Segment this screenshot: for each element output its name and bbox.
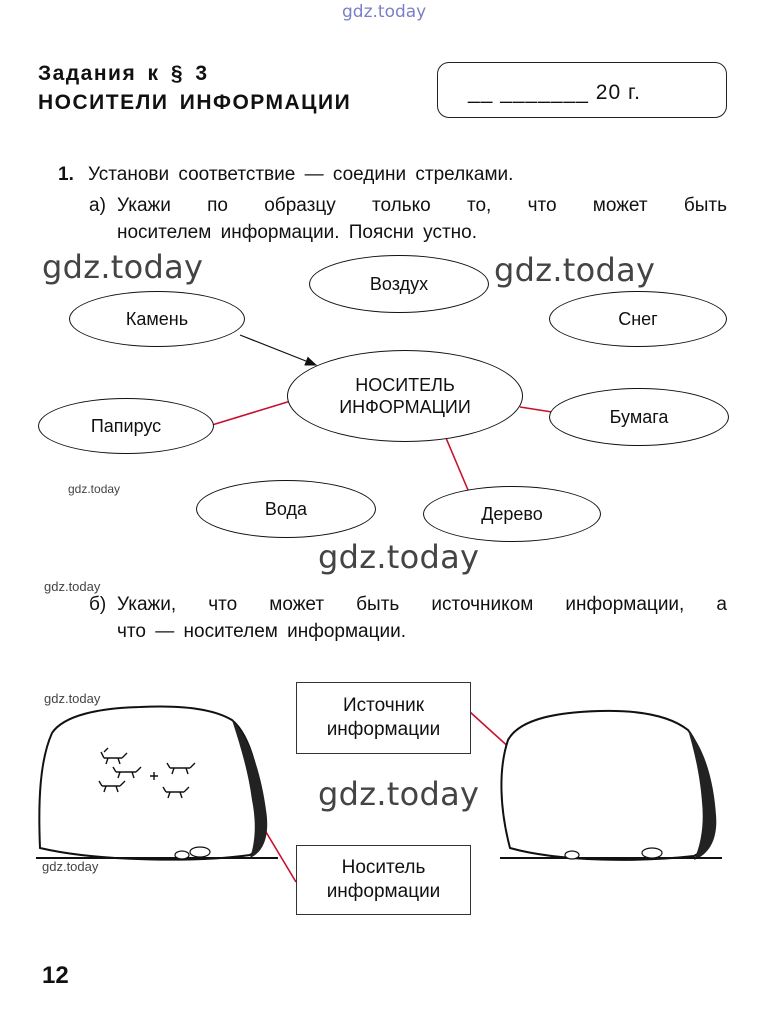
box-carrier[interactable] bbox=[296, 845, 471, 915]
watermark-2: gdz.today bbox=[494, 251, 656, 289]
box-source-line2: информации bbox=[326, 719, 441, 740]
watermark-top: gdz.today bbox=[342, 2, 427, 22]
section-topic: НОСИТЕЛИ ИНФОРМАЦИИ bbox=[38, 91, 352, 114]
oval-sneg[interactable] bbox=[549, 291, 727, 347]
oval-sneg-label: Снег bbox=[618, 308, 658, 329]
oval-voda-label: Вода bbox=[264, 498, 308, 519]
center-label-line2: ИНФОРМАЦИИ bbox=[339, 397, 471, 417]
page-number: 12 bbox=[42, 962, 69, 989]
oval-derevo[interactable] bbox=[423, 486, 601, 542]
oval-vozdukh[interactable] bbox=[309, 255, 489, 313]
oval-bumaga-label: Бумага bbox=[609, 406, 669, 427]
center-label-line1: НОСИТЕЛЬ bbox=[355, 375, 455, 395]
oval-vozdukh-label: Воздух bbox=[369, 273, 429, 294]
watermark-1: gdz.today bbox=[42, 248, 204, 286]
watermark-8: gdz.today bbox=[42, 859, 99, 874]
oval-derevo-label: Дерево bbox=[481, 503, 543, 524]
box-carrier-line1: Носитель bbox=[341, 857, 426, 878]
part-a-text-line2: носителем информации. Поясни устно. bbox=[117, 222, 477, 243]
box-source[interactable] bbox=[296, 682, 471, 754]
oval-center-carrier[interactable] bbox=[287, 350, 523, 442]
watermark-4: gdz.today bbox=[318, 538, 480, 576]
section-title: Задания к § 3 bbox=[38, 62, 209, 85]
rock-with-drawings bbox=[36, 706, 278, 859]
part-b-text-line1: Укажи, что может быть источником информации, а bbox=[117, 594, 727, 615]
date-field[interactable]: __ _______ 20 г. bbox=[468, 81, 641, 104]
oval-kamen[interactable] bbox=[69, 291, 245, 347]
watermark-6: gdz.today bbox=[44, 691, 101, 706]
part-b-label: б) bbox=[89, 594, 107, 615]
watermark-5: gdz.today bbox=[44, 579, 101, 594]
part-b-text-line2: что — носителем информации. bbox=[117, 621, 406, 642]
oval-bumaga[interactable] bbox=[549, 388, 729, 446]
task-number: 1. bbox=[58, 164, 74, 185]
box-carrier-line2: информации bbox=[326, 881, 441, 902]
oval-voda[interactable] bbox=[196, 480, 376, 538]
oval-kamen-label: Камень bbox=[125, 308, 189, 329]
answer-line-derevo bbox=[446, 438, 468, 490]
answer-line-papirus bbox=[212, 400, 294, 425]
part-a-label: а) bbox=[89, 195, 106, 216]
watermark-3: gdz.today bbox=[68, 482, 121, 496]
answer-line-bumaga bbox=[520, 407, 552, 412]
rock-blank bbox=[500, 711, 722, 860]
box-source-line1: Источник bbox=[342, 695, 425, 716]
part-a-text-line1: Укажи по образцу только то, что может быть bbox=[117, 195, 727, 216]
task-instruction: Установи соответствие — соедини стрелками. bbox=[88, 164, 514, 185]
oval-papirus[interactable] bbox=[38, 398, 214, 454]
watermark-7: gdz.today bbox=[318, 775, 480, 813]
oval-papirus-label: Папирус bbox=[90, 415, 162, 436]
example-arrow bbox=[240, 335, 316, 365]
